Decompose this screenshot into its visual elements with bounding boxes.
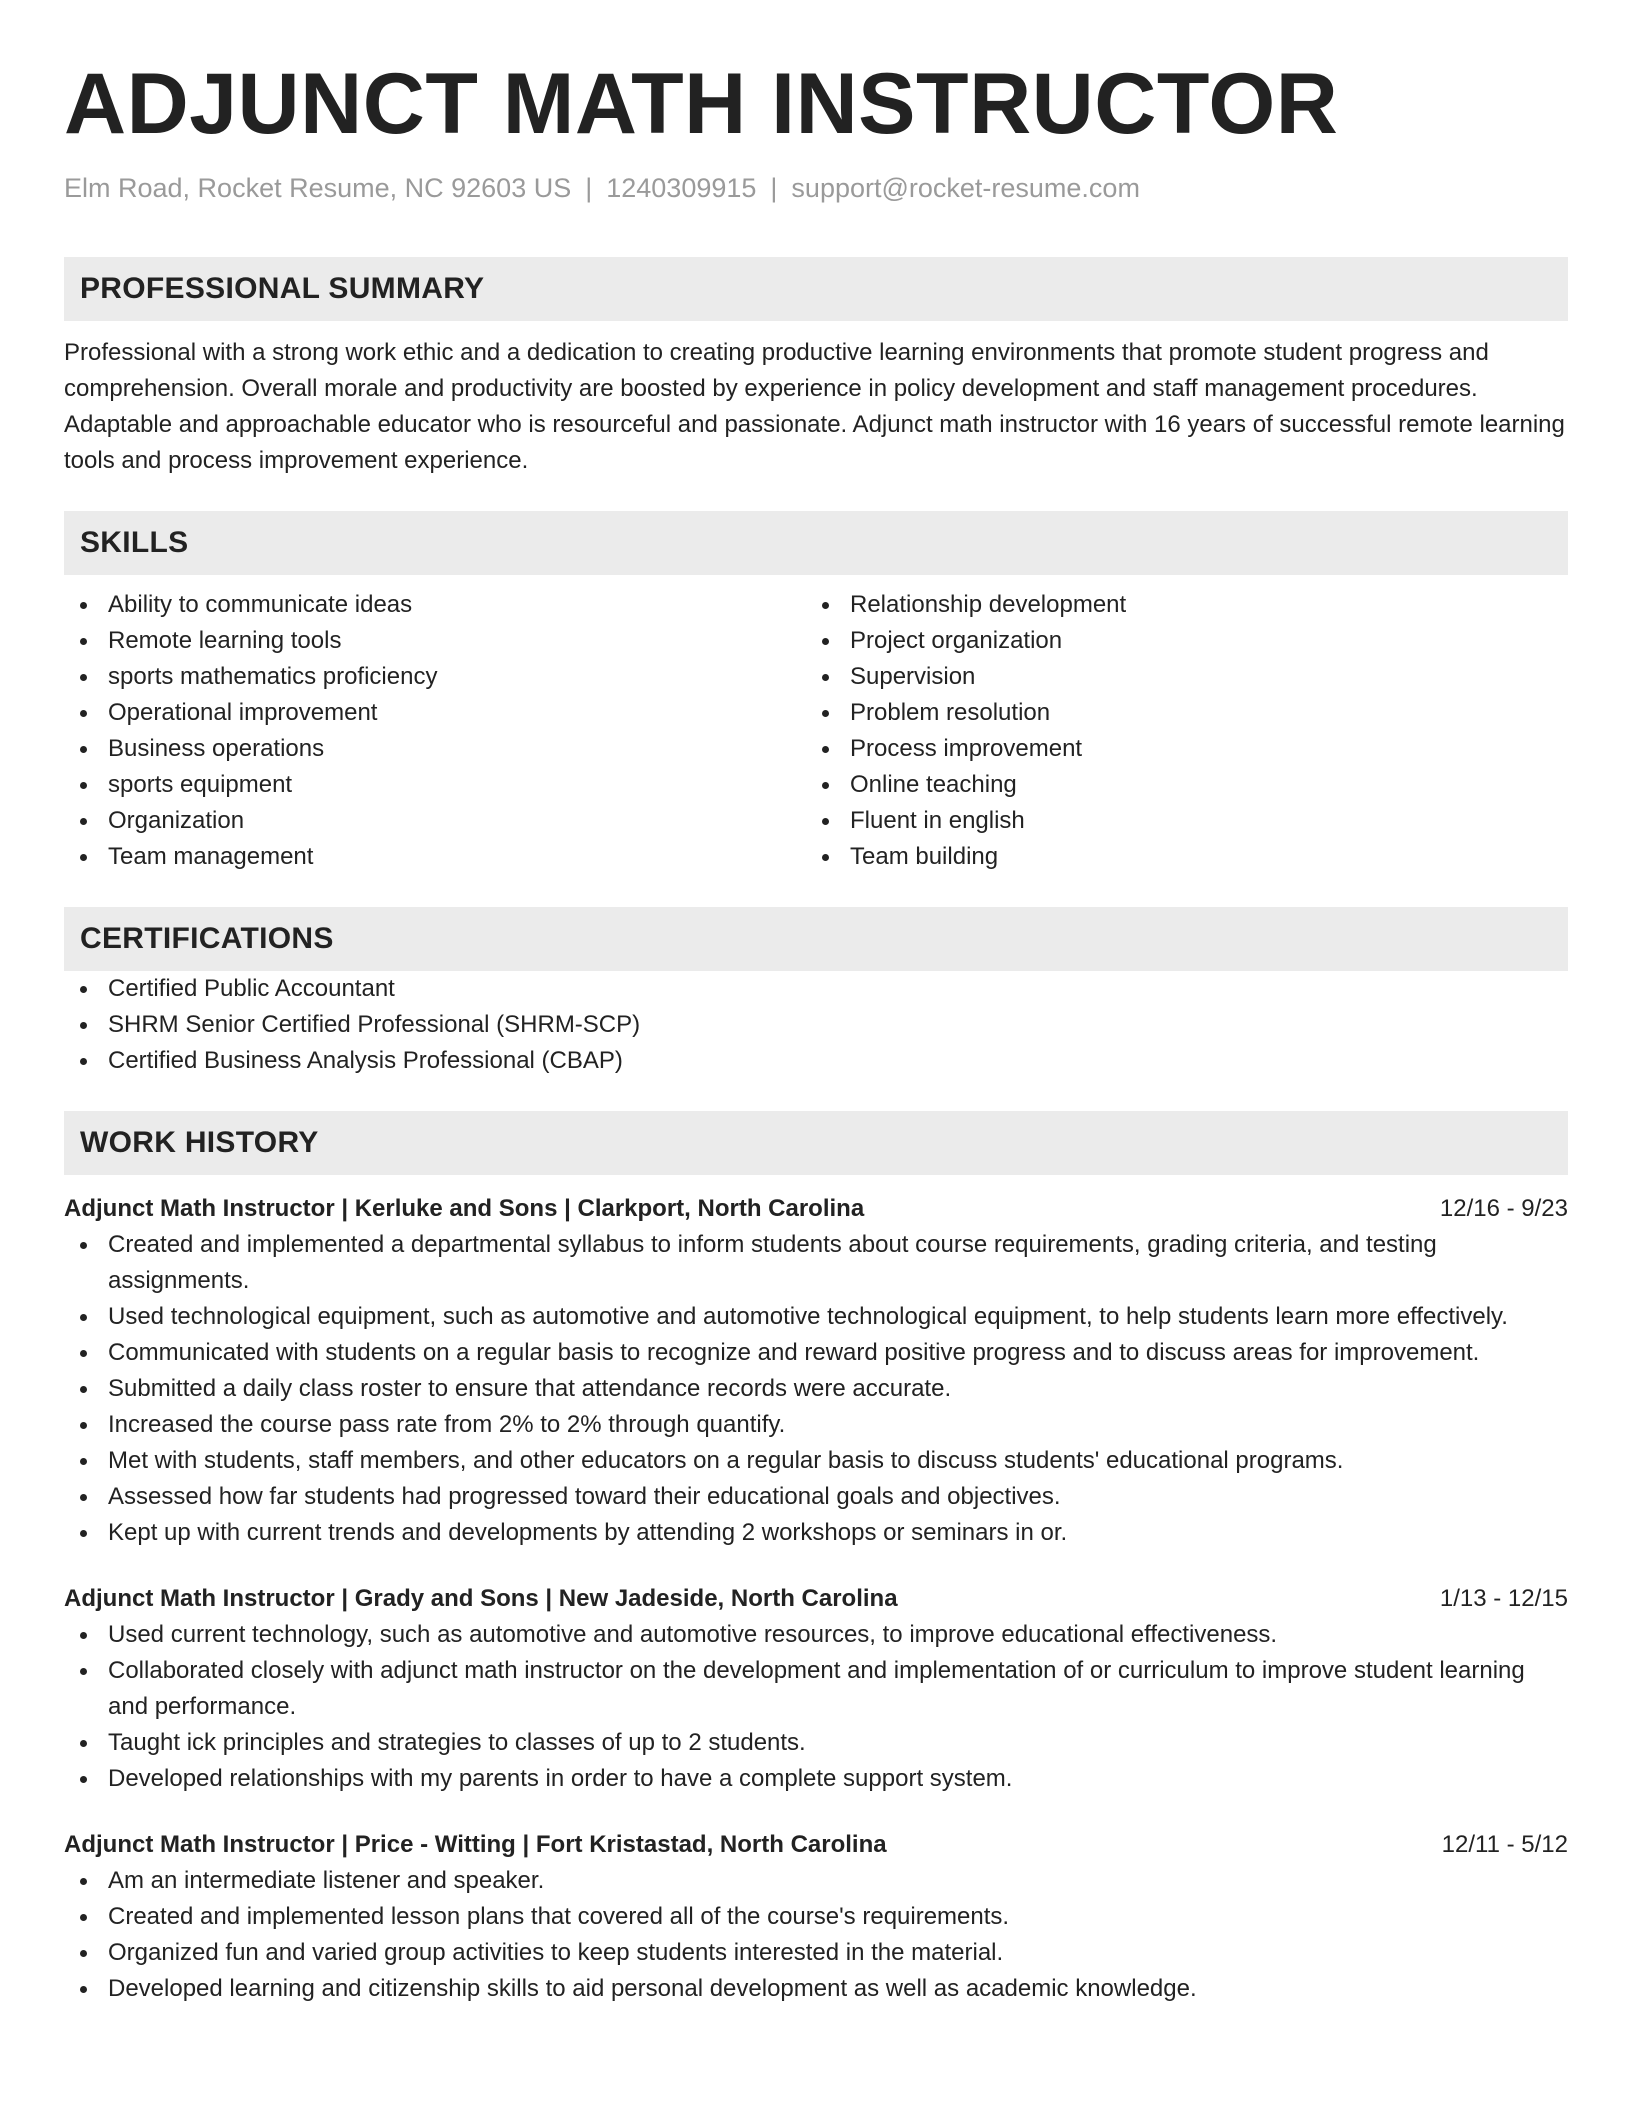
certifications-list bbox=[64, 971, 1568, 1079]
job-duty-item: Am an intermediate listener and speaker. bbox=[64, 1863, 1568, 1899]
skills-column-left bbox=[64, 587, 806, 875]
contact-line bbox=[64, 170, 1568, 206]
certifications-heading: CERTIFICATIONS bbox=[64, 907, 1568, 971]
job-duty-item: Assessed how far students had progressed toward their educational goals and objectives. bbox=[64, 1479, 1568, 1515]
job-duty-item: Kept up with current trends and developments by attending 2 workshops or seminars in or. bbox=[64, 1515, 1568, 1551]
work-history-heading: WORK HISTORY bbox=[64, 1111, 1568, 1175]
job-dates: 1/13 - 12/15 bbox=[1439, 1585, 1568, 1612]
skill-item: Relationship development bbox=[806, 587, 1548, 623]
certification-item: Certified Business Analysis Professional (CBAP) bbox=[64, 1043, 1568, 1079]
skill-item: Organization bbox=[64, 803, 806, 839]
skill-item: Ability to communicate ideas bbox=[64, 587, 806, 623]
skills-column-right bbox=[806, 587, 1548, 875]
skills-heading: SKILLS bbox=[64, 511, 1568, 575]
job-duty-item: Created and implemented a departmental syllabus to inform students about course requirements, grading criteria, and testing assignments. bbox=[64, 1227, 1568, 1299]
skill-item: Business operations bbox=[64, 731, 806, 767]
skill-item: Remote learning tools bbox=[64, 623, 806, 659]
contact-separator: | bbox=[770, 173, 778, 203]
job-duties-list bbox=[64, 1227, 1568, 1551]
candidate-name: ADJUNCT MATH INSTRUCTOR bbox=[64, 56, 1339, 152]
job-header bbox=[64, 1191, 1568, 1227]
job-duty-item: Submitted a daily class roster to ensure that attendance records were accurate. bbox=[64, 1371, 1568, 1407]
job-duties-list bbox=[64, 1617, 1568, 1797]
skill-item: Team building bbox=[806, 839, 1548, 875]
contact-email: support@rocket-resume.com bbox=[791, 173, 1140, 203]
job-duty-item: Used technological equipment, such as automotive and automotive technological equipment, to help students learn more effectively. bbox=[64, 1299, 1568, 1335]
job-entry bbox=[64, 1191, 1568, 1551]
contact-address: Elm Road, Rocket Resume, NC 92603 US bbox=[64, 173, 572, 203]
job-title: Adjunct Math Instructor | Kerluke and Sons | Clarkport, North Carolina bbox=[64, 1195, 865, 1222]
skills-list bbox=[64, 587, 1568, 875]
job-duty-item: Developed learning and citizenship skills to aid personal development as well as academic knowledge. bbox=[64, 1971, 1568, 2007]
job-dates: 12/11 - 5/12 bbox=[1441, 1831, 1568, 1858]
certification-item: Certified Public Accountant bbox=[64, 971, 1568, 1007]
skill-item: Supervision bbox=[806, 659, 1548, 695]
job-title: Adjunct Math Instructor | Price - Witting | Fort Kristastad, North Carolina bbox=[64, 1831, 887, 1858]
contact-phone: 1240309915 bbox=[606, 173, 757, 203]
job-duty-item: Communicated with students on a regular basis to recognize and reward positive progress and to discuss areas for improvement. bbox=[64, 1335, 1568, 1371]
contact-separator: | bbox=[585, 173, 593, 203]
job-duty-item: Taught ick principles and strategies to classes of up to 2 students. bbox=[64, 1725, 1568, 1761]
certification-item: SHRM Senior Certified Professional (SHRM-SCP) bbox=[64, 1007, 1568, 1043]
job-duty-item: Organized fun and varied group activities to keep students interested in the material. bbox=[64, 1935, 1568, 1971]
job-dates: 12/16 - 9/23 bbox=[1439, 1195, 1568, 1222]
summary-heading: PROFESSIONAL SUMMARY bbox=[64, 257, 1568, 321]
job-entry bbox=[64, 1827, 1568, 2007]
job-duty-item: Used current technology, such as automotive and automotive resources, to improve educational effectiveness. bbox=[64, 1617, 1568, 1653]
skill-item: Online teaching bbox=[806, 767, 1548, 803]
skill-item: Project organization bbox=[806, 623, 1548, 659]
skill-item: sports mathematics proficiency bbox=[64, 659, 806, 695]
job-header bbox=[64, 1827, 1568, 1863]
job-header bbox=[64, 1581, 1568, 1617]
job-duty-item: Collaborated closely with adjunct math instructor on the development and implementation of or curriculum to improve student learning and performance. bbox=[64, 1653, 1568, 1725]
job-duty-item: Met with students, staff members, and other educators on a regular basis to discuss students' educational programs. bbox=[64, 1443, 1568, 1479]
job-duty-item: Developed relationships with my parents in order to have a complete support system. bbox=[64, 1761, 1568, 1797]
skill-item: Fluent in english bbox=[806, 803, 1548, 839]
job-duty-item: Increased the course pass rate from 2% to 2% through quantify. bbox=[64, 1407, 1568, 1443]
skill-item: Operational improvement bbox=[64, 695, 806, 731]
job-duties-list bbox=[64, 1863, 1568, 2007]
job-entry bbox=[64, 1581, 1568, 1797]
job-title: Adjunct Math Instructor | Grady and Sons | New Jadeside, North Carolina bbox=[64, 1585, 898, 1612]
job-duty-item: Created and implemented lesson plans that covered all of the course's requirements. bbox=[64, 1899, 1568, 1935]
skill-item: Problem resolution bbox=[806, 695, 1548, 731]
skill-item: Process improvement bbox=[806, 731, 1548, 767]
summary-text: Professional with a strong work ethic and a dedication to creating productive learning environments that promote student progress and comprehension. Overall morale and productivity are boosted by experience in policy development and staff management procedures. Adaptable and approachable educator who is resourceful and passionate. Adjunct math instructor with 16 years of successful remote learning tools and process improvement experience. bbox=[64, 339, 1565, 474]
skill-item: Team management bbox=[64, 839, 806, 875]
skill-item: sports equipment bbox=[64, 767, 806, 803]
